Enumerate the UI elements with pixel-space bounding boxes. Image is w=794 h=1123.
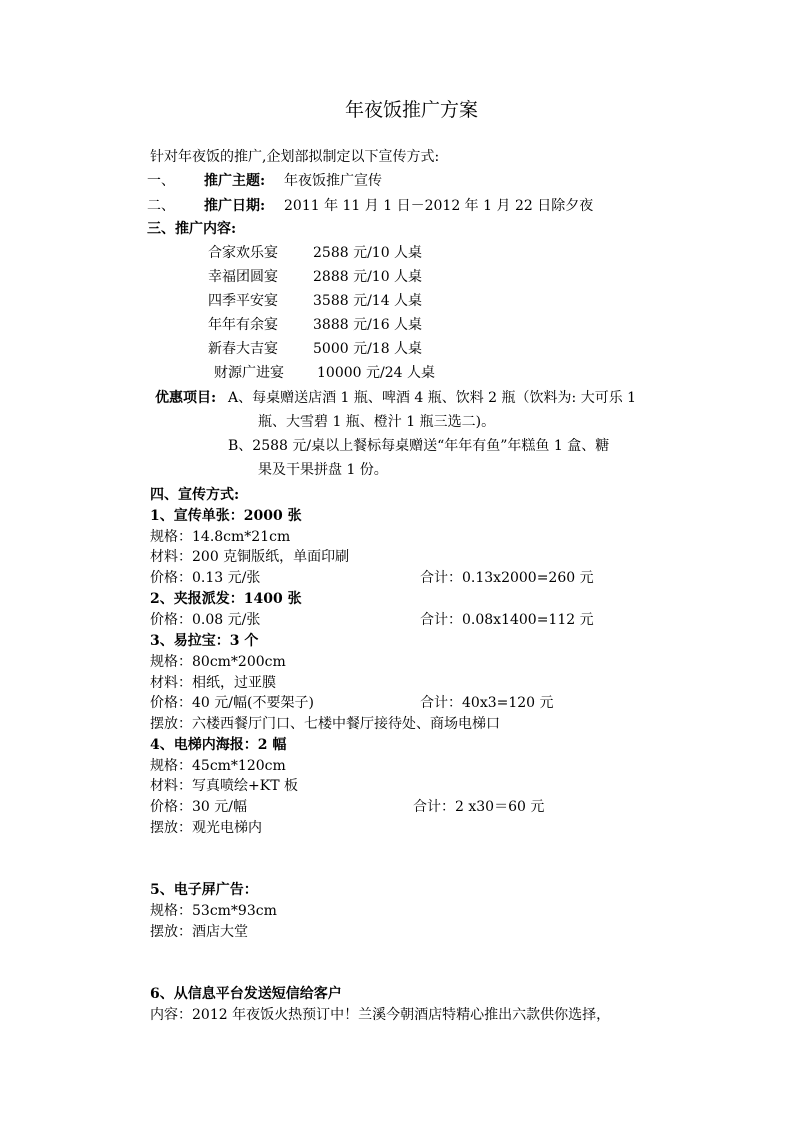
offer-a-line-1: A、每桌赠送店酒 1 瓶、啤酒 4 瓶、饮料 2 瓶（饮料为: 大可乐 1: [228, 390, 637, 406]
item-5-heading: 5、电子屏广告：: [150, 882, 258, 898]
banquet-name: 新春大吉宴: [208, 341, 278, 357]
item-6-heading: 6、从信息平台发送短信给客户: [150, 986, 342, 1002]
item-6-content: 内容：2012 年夜饭火热预订中！兰溪今朝酒店特精心推出六款供你选择，: [150, 1007, 611, 1023]
item-2-heading: 2、夹报派发：1400 张: [150, 591, 302, 607]
section-4-heading: 四、宣传方式:: [150, 487, 240, 503]
banquet-price: 3588 元/14 人桌: [313, 293, 423, 309]
item-3-total: 合计：40x3=120 元: [420, 695, 554, 711]
item-3-heading: 3、易拉宝：3 个: [150, 633, 259, 649]
intro-text: 针对年夜饭的推广,企划部拟制定以下宣传方式:: [150, 149, 440, 165]
item-3-placement: 摆放：六楼西餐厅门口、七楼中餐厅接待处、商场电梯口: [150, 716, 500, 732]
banquet-price: 2888 元/10 人桌: [313, 269, 423, 285]
offer-b-line-1: B、2588 元/桌以上餐标每桌赠送“年年有鱼”年糕鱼 1 盒、糖: [228, 438, 610, 454]
item-3-material: 材料：相纸，过亚膜: [150, 675, 276, 691]
banquet-price: 3888 元/16 人桌: [313, 317, 423, 333]
item-4-spec: 规格：45cm*120cm: [150, 758, 286, 774]
section-1-number: 一、: [147, 173, 175, 189]
item-3-spec: 规格：80cm*200cm: [150, 654, 286, 670]
section-3-heading: 三、推广内容:: [147, 221, 237, 237]
item-5-spec: 规格：53cm*93cm: [150, 903, 277, 919]
item-1-heading: 1、宣传单张：2000 张: [150, 508, 302, 524]
item-1-spec: 规格：14.8cm*21cm: [150, 529, 291, 545]
banquet-name: 合家欢乐宴: [208, 245, 278, 261]
item-4-material: 材料：写真喷绘+KT 板: [150, 778, 298, 794]
item-4-total: 合计：2 x30＝60 元: [413, 799, 545, 815]
banquet-name: 财源广进宴: [214, 365, 284, 381]
item-4-placement: 摆放：观光电梯内: [150, 820, 262, 836]
item-1-material: 材料：200 克铜版纸，单面印刷: [150, 549, 350, 565]
section-1-value: 年夜饭推广宣传: [284, 173, 382, 189]
section-2-value: 2011 年 11 月 1 日－2012 年 1 月 22 日除夕夜: [284, 198, 594, 214]
section-2-number: 二、: [147, 198, 175, 214]
item-1-total: 合计：0.13x2000=260 元: [420, 570, 594, 586]
item-4-price: 价格：30 元/幅: [150, 799, 247, 815]
banquet-name: 四季平安宴: [208, 293, 278, 309]
banquet-price: 10000 元/24 人桌: [317, 365, 435, 381]
offers-label: 优惠项目:: [155, 390, 217, 406]
offer-a-line-2: 瓶、大雪碧 1 瓶、橙汁 1 瓶三选二)。: [258, 414, 496, 430]
item-2-total: 合计：0.08x1400=112 元: [420, 612, 594, 628]
item-2-price: 价格：0.08 元/张: [150, 612, 261, 628]
item-5-placement: 摆放：酒店大堂: [150, 924, 248, 940]
banquet-price: 5000 元/18 人桌: [313, 341, 423, 357]
item-1-price: 价格：0.13 元/张: [150, 570, 261, 586]
document-title: 年夜饭推广方案: [345, 99, 479, 121]
banquet-name: 年年有余宴: [208, 317, 278, 333]
offer-b-line-2: 果及干果拼盘 1 份。: [258, 462, 388, 478]
section-1-label: 推广主题:: [204, 173, 266, 189]
item-4-heading: 4、电梯内海报：2 幅: [150, 737, 287, 753]
section-2-label: 推广日期:: [204, 198, 266, 214]
banquet-name: 幸福团圆宴: [208, 269, 278, 285]
item-3-price: 价格：40 元/幅(不要架子): [150, 695, 314, 711]
banquet-price: 2588 元/10 人桌: [313, 245, 423, 261]
